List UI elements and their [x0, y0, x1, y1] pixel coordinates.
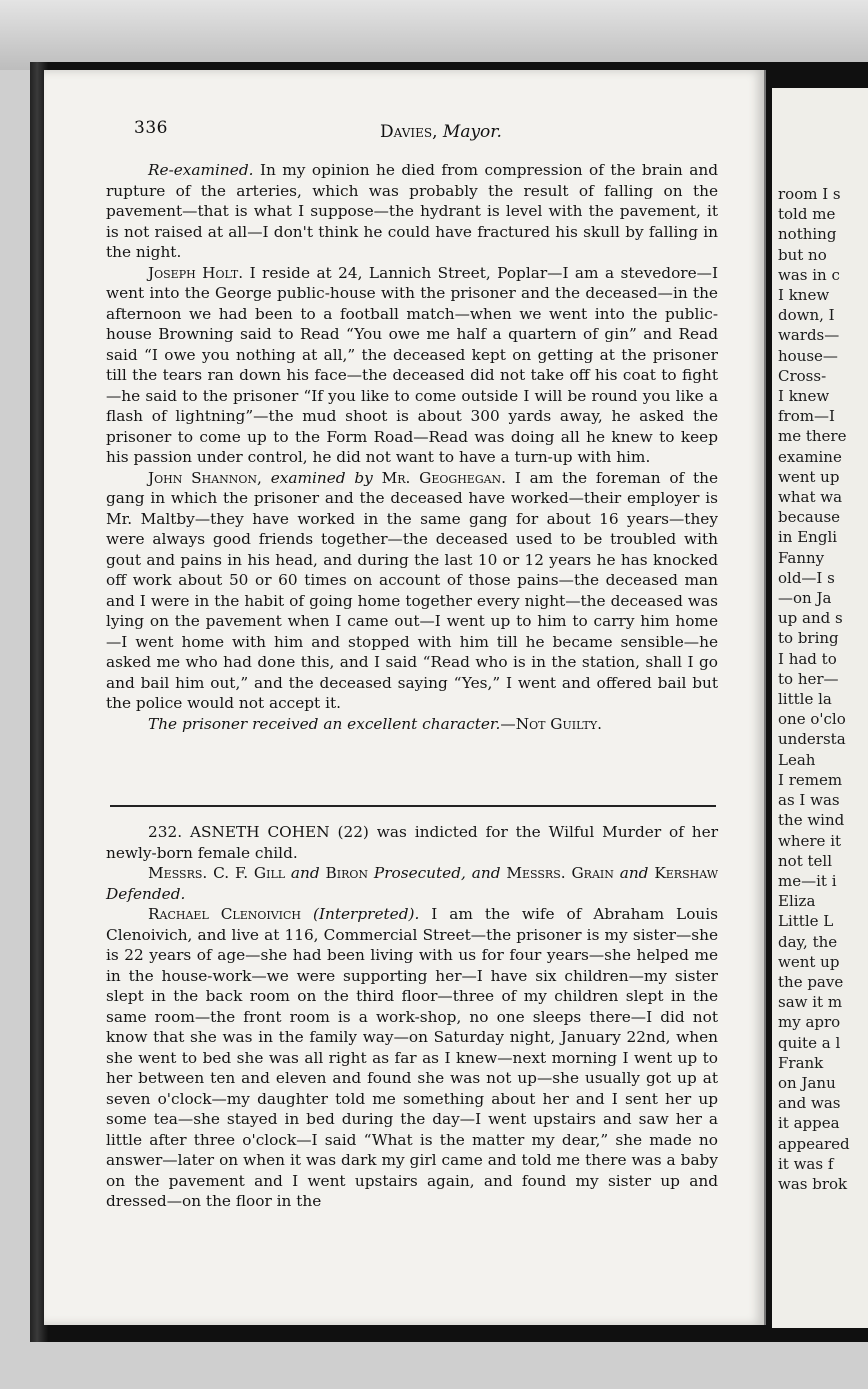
right-page-line: I knew [778, 286, 830, 305]
right-page [772, 88, 868, 1328]
paragraph-rachael-clenoivich [106, 904, 718, 1212]
right-page-line: and was [778, 1094, 841, 1113]
right-page-line: down, I [778, 306, 835, 325]
right-page-line: Fanny [778, 548, 825, 567]
right-page-line: understa [778, 730, 846, 749]
section-divider [110, 805, 716, 807]
counsel-messrs: Messrs. [148, 864, 208, 882]
right-page-line: I had to [778, 649, 837, 668]
right-page-line: I knew [778, 387, 830, 406]
right-page-line: went up [778, 467, 840, 486]
counsel-line [106, 863, 718, 904]
paragraph-text: I am the foreman of the gang in which the prisoner and the deceased have worked—their employer is Mr. Maltby—they have worked in the same gang for about 16 years—they were always good friends together—the deceased used to be troubled with gout and pains in his head, and during the last 10 or 12 years he has knocked off work about 50 or 60 times on account of those pains—the deceased man and I were in the habit of going home together every night—the deceased was lying on the pavement when I came out—I went up to him to carry him home—I went home with him and stopped with him till he became sensible—he asked me who had done this, and I said “Read who is in the station, shall I go and bail him out,” and the deceased saying “Yes,” I went and offered bail but the police would not accept it. [106, 468, 719, 712]
right-page-line: Eliza [778, 892, 816, 911]
witness-name: Joseph Holt. [148, 263, 244, 282]
counsel-prosecuted: Prosecuted, and [368, 864, 507, 882]
running-head-name: Davies, [380, 122, 438, 142]
counsel-defended: Defended. [106, 884, 186, 903]
right-page-line: appeared [778, 1134, 850, 1153]
paragraph-re-examined [106, 160, 718, 263]
paragraph-joseph-holt [106, 263, 718, 468]
right-page-line: but no [778, 245, 827, 264]
right-page-line: wards— [778, 326, 840, 345]
right-page-line: old—I s [778, 568, 835, 587]
right-page-line: the pave [778, 972, 844, 991]
paragraph-verdict [106, 714, 718, 735]
counsel-initials: C. F. [207, 864, 254, 882]
witness-name: Rachael Clenoivich [148, 905, 302, 923]
right-page-line: house— [778, 346, 838, 365]
paragraph-text: I reside at 24, Lannich Street, Poplar—I am a stevedore—I went into the George public-house with the prisoner and the deceased—in the afternoon we had been to a football match—when we went into the public-house Browning said to Read “You owe me half a quartern of gin” and Read said “I owe you nothing at all,” the deceased kept on getting at the prisoner till the tears ran down his face—the deceased did not take off his coat to fight—he said to the prisoner “If you like to come outside I will be round you like a flash of lightning”—the mud shoot is about 300 yards away, he asked the prisoner to come up to the Form Road—Read was doing all he knew to keep his passion under control, he did not want to have a turn-up with him. [106, 263, 718, 466]
re-examined-label: Re-examined. [148, 161, 254, 179]
counsel-kershaw: Kershaw [654, 864, 719, 882]
counsel-name: Mr. Geoghegan. [381, 468, 507, 487]
right-page-line: as I was [778, 791, 840, 810]
right-page-line: Little L [778, 912, 834, 931]
counsel-and: and [285, 864, 326, 882]
right-page-line: told me [778, 205, 836, 224]
counsel-gill: Gill [253, 864, 286, 882]
right-page-line: on Janu [778, 1073, 836, 1092]
right-page-line: examine [778, 447, 842, 466]
testimony-section-2 [106, 822, 718, 1212]
right-page-line: because [778, 508, 841, 527]
right-page-line: my apro [778, 1013, 841, 1032]
right-page-line: Leah [778, 750, 816, 769]
right-page-line: it was f [778, 1154, 834, 1173]
case-number: 232. [148, 823, 183, 841]
examined-by-label: examined by [261, 468, 382, 487]
right-page-line: me there [778, 427, 847, 446]
testimony-section-1 [106, 160, 718, 734]
right-page-line: room I s [778, 185, 841, 203]
counsel-and-2: and [613, 864, 655, 882]
right-page-line: to bring [778, 629, 839, 648]
right-page-line: nothing [778, 225, 837, 244]
paragraph-text: I am the wife of Abraham Louis Clenoivich, and live at 116, Commercial Street—the prisoner is my sister—she is 22 years of age—she had been living with us for four years—she helped me in the house-work—we were supporting her—I have six children—my sister slept in the back room on the third floor—three of my children slept in the same room—the front room is a work-shop, no one sleeps there—I did not know that she was in the family way—on Saturday night, January 22nd, when she went to bed she was all right as far as I knew—next morning I went up to her between ten and eleven and found she was not up—she usually got up at seven o'clock—my daughter told me something about her and I sent her up some tea—she stayed in bed during the day—I went upstairs and saw her a little after three o'clock—I said “What is the matter my dear,” she made no answer—later on when it was dark my girl came and told me there was a baby on the pavement and I went upstairs again, and found my sister up and dressed—on the floor in the [106, 905, 719, 1210]
right-page-line: it appea [778, 1114, 840, 1133]
right-page-line: —on Ja [778, 589, 832, 608]
right-page-line: went up [778, 952, 840, 971]
right-page-text [778, 184, 868, 1194]
right-page-line: not tell [778, 851, 832, 870]
right-page-line: little la [778, 690, 832, 709]
defendant-name: ASNETH COHEN [182, 823, 330, 841]
right-page-line: was in c [778, 265, 840, 284]
right-page-line: in Engli [778, 528, 838, 547]
counsel-grain: Grain [571, 864, 614, 882]
paragraph-text: In my opinion he died from compression of the brain and rupture of the arteries, which was probably the result of falling on the pavement—that is what I suppose—the hydrant is level with the pavement, it is not raised at all—I don't think he could have fractured his skull by falling in the night. [106, 161, 718, 261]
verdict: —Not Guilty. [500, 714, 603, 733]
page-header [134, 118, 734, 148]
paragraph-john-shannon [106, 468, 718, 714]
right-page-line: to her— [778, 669, 839, 688]
right-page-line: where it [778, 831, 842, 850]
running-head [380, 122, 502, 142]
right-page-line: from—I [778, 407, 835, 426]
counsel-biron: Biron [325, 864, 369, 882]
running-head-title: Mayor. [442, 122, 502, 142]
right-page-line: I remem [778, 770, 843, 789]
right-page-line: one o'clo [778, 710, 846, 729]
right-page-line: quite a l [778, 1033, 841, 1052]
right-page-line: what wa [778, 488, 843, 507]
case-charge: (22) was indicted for the Wilful Murder of her newly-born female child. [106, 823, 719, 862]
right-page-line: saw it m [778, 993, 843, 1012]
right-page-line: the wind [778, 811, 845, 830]
case-heading [106, 822, 718, 863]
right-page-line: was brok [778, 1174, 848, 1193]
witness-name: John Shannon, [148, 468, 262, 487]
right-page-line: Cross- [778, 366, 827, 385]
right-page-line: day, the [778, 932, 838, 951]
right-page-line: Frank [778, 1053, 824, 1072]
interpreted-label: (Interpreted). [301, 905, 420, 923]
right-page-line: me—it i [778, 871, 837, 890]
counsel-messrs-2: Messrs. [506, 864, 566, 882]
page-number: 336 [134, 118, 168, 138]
scan-background-top [0, 0, 868, 70]
right-page-line: up and s [778, 609, 843, 628]
character-note: The prisoner received an excellent character. [148, 714, 501, 733]
